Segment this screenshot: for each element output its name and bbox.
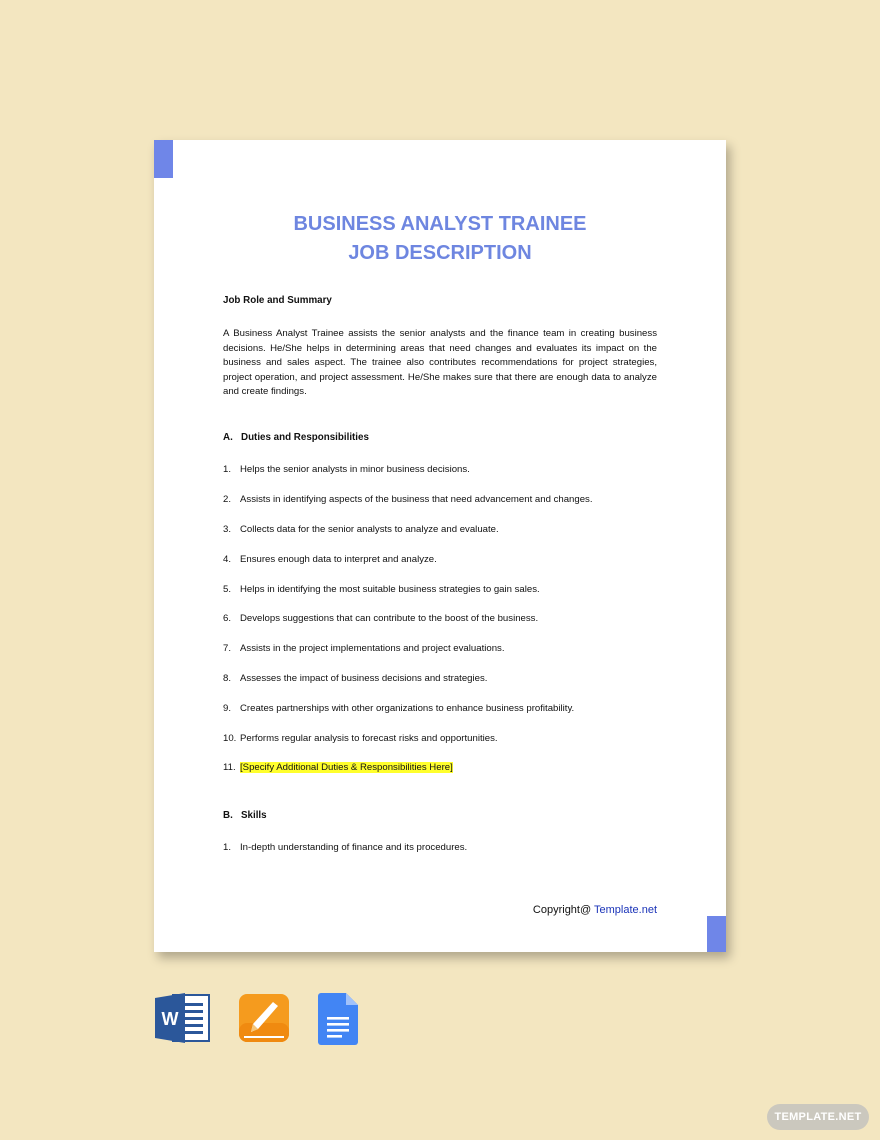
template-watermark: TEMPLATE.NET [767,1104,869,1130]
list-item: 3. Collects data for the senior analysts to analyze and evaluate. [223,524,499,535]
duties-heading-text: Duties and Responsibilities [241,432,369,443]
svg-text:W: W [161,1009,179,1029]
list-item: 9. Creates partnerships with other organizations to enhance business profitability. [223,703,575,714]
list-item: 6. Develops suggestions that can contribute to the boost of the business. [223,613,539,624]
summary-paragraph: A Business Analyst Trainee assists the senior analysts and the finance team in creating business decisions. He/She helps in determining areas that need changes and evaluates its impact on the business and sales aspect. The trainee also contributes recommendations for project strategies, project operation, and project assessment. He/She makes sure that there are enough data to analyze and create findings. [223,328,657,398]
summary-heading: Job Role and Summary [223,295,332,306]
document-title-line-1: BUSINESS ANALYST TRAINEE [293,213,587,235]
copyright-notice: Copyright@ Template.net [532,904,657,916]
list-item: 10. Performs regular analysis to forecast risks and opportunities. [223,733,498,744]
document-page [154,140,726,952]
accent-bar-top [154,140,173,178]
skills-section-letter: B. [223,810,233,821]
list-item: 7. Assists in the project implementations and project evaluations. [223,643,505,654]
list-item-placeholder: 11. [Specify Additional Duties & Responsibilities Here] [223,762,453,773]
google-docs-icon[interactable] [318,993,360,1045]
skills-heading-text: Skills [241,810,267,821]
list-item: 2. Assists in identifying aspects of the business that need advancement and changes. [223,494,593,505]
copyright-link[interactable]: Template.net [594,904,657,916]
list-item: 4. Ensures enough data to interpret and analyze. [223,554,437,565]
list-item: 1. In-depth understanding of finance and its procedures. [223,842,468,853]
word-icon[interactable] [155,993,211,1043]
highlighted-placeholder: [Specify Additional Duties & Responsibilities Here] [240,762,453,773]
list-item: 5. Helps in identifying the most suitable business strategies to gain sales. [223,584,540,595]
duties-heading [223,432,369,443]
list-item: 1. Helps the senior analysts in minor business decisions. [223,464,470,475]
skills-heading [223,810,267,821]
list-item: 8. Assesses the impact of business decisions and strategies. [223,673,488,684]
pages-icon[interactable] [238,993,290,1043]
document-title-line-2: JOB DESCRIPTION [348,242,532,264]
duties-section-letter: A. [223,432,233,443]
accent-bar-bottom [707,916,726,952]
